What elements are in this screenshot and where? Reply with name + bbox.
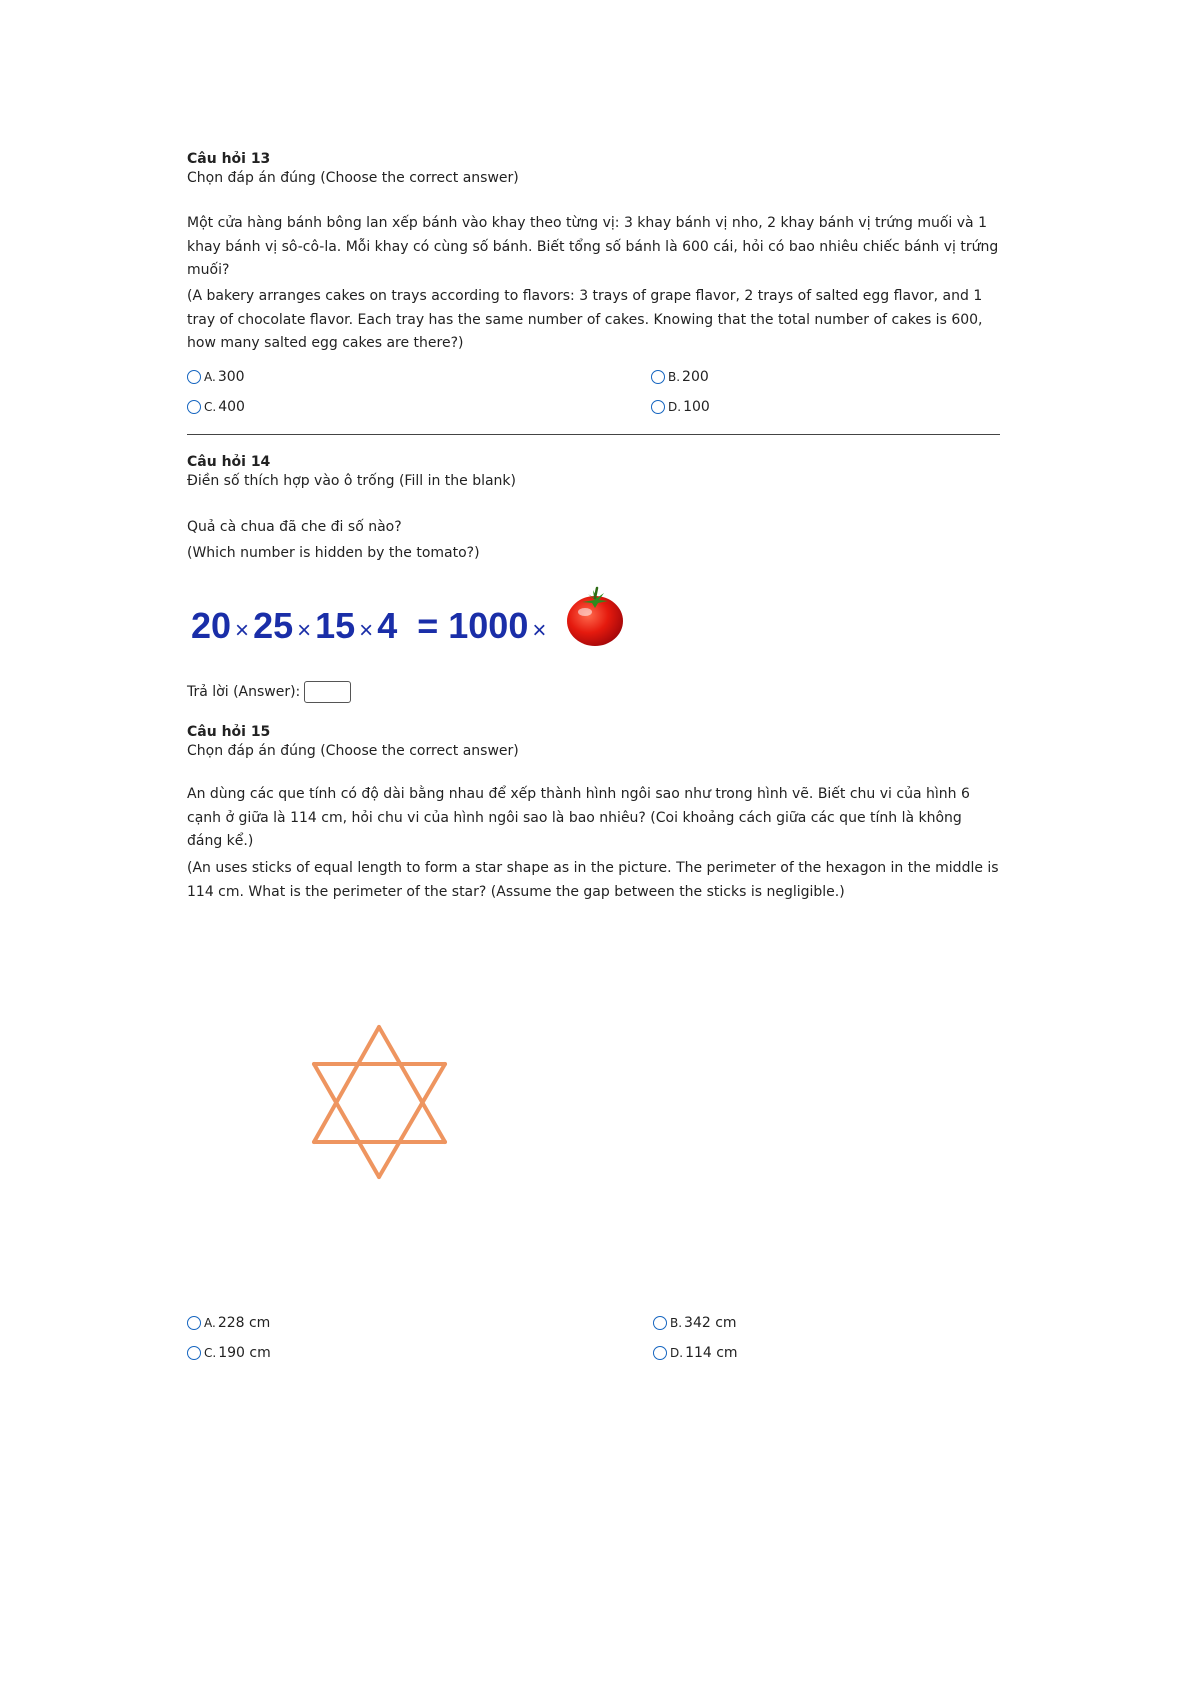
question-14-text-vi: Quả cà chua đã che đi số nào? [187,519,402,535]
radio-button[interactable] [651,400,665,414]
equation-number: 25 [253,605,294,646]
option-value: 300 [217,369,245,385]
option-letter: D. [668,400,682,414]
question-13 [187,151,1000,186]
answer-row [187,681,351,703]
option-c[interactable] [187,1345,271,1361]
option-letter: A. [204,370,216,384]
radio-button[interactable] [651,370,665,384]
option-value: 228 cm [217,1315,271,1331]
answer-input[interactable] [304,681,351,703]
option-b[interactable] [653,1315,737,1331]
question-14-text-en: (Which number is hidden by the tomato?) [187,545,480,561]
option-value: 114 cm [685,1345,738,1361]
radio-button[interactable] [653,1346,667,1360]
equation-number: 15 [315,605,356,646]
option-a[interactable] [187,1315,270,1331]
option-letter: B. [670,1316,683,1330]
option-letter: C. [204,1346,217,1360]
radio-button[interactable] [187,400,201,414]
question-instruction: Chọn đáp án đúng (Choose the correct answer) [187,743,519,759]
radio-button[interactable] [187,1346,201,1360]
option-letter: B. [668,370,681,384]
question-instruction: Điền số thích hợp vào ô trống (Fill in the blank) [187,473,516,489]
equals-sign: = [417,605,439,646]
option-value: 400 [218,399,245,415]
option-a[interactable] [187,369,245,385]
question-15-text-vi: An dùng các que tính có độ dài bằng nhau để xếp thành hình ngôi sao như trong hình vẽ. Biết chu vi của hình 6 cạnh ở giữa là 114 cm, hỏi chu vi của hình ngôi sao là bao nhiêu? (Coi khoảng cách giữa các que tính là không đáng kể.) [187,786,970,849]
option-d[interactable] [653,1345,738,1361]
star-of-sticks-figure [310,1020,450,1180]
times-sign: × [359,617,374,644]
radio-button[interactable] [653,1316,667,1330]
option-value: 342 cm [684,1315,737,1331]
question-title: Câu hỏi 13 [187,151,271,167]
times-sign: × [532,617,547,644]
tomato-icon [564,586,626,648]
times-sign: × [297,617,312,644]
option-letter: D. [670,1346,684,1360]
question-14 [187,454,1000,489]
option-c[interactable] [187,399,245,415]
equation-number: 4 [377,605,398,646]
option-value: 200 [682,369,709,385]
option-d[interactable] [651,399,710,415]
radio-button[interactable] [187,1316,201,1330]
divider [187,434,1000,435]
equation-result: 1000 [448,605,529,646]
question-15 [187,724,1000,759]
question-13-text-en: (A bakery arranges cakes on trays according to flavors: 3 trays of grape flavor, 2 trays of salted egg flavor, and 1 tray of chocolate flavor. Each tray has the same number of cakes. Knowing that the total number of cakes is 600, how many salted egg cakes are there?) [187,288,983,351]
question-13-text-vi: Một cửa hàng bánh bông lan xếp bánh vào khay theo từng vị: 3 khay bánh vị nho, 2 khay bánh vị trứng muối và 1 khay bánh vị sô-cô-la. Mỗi khay có cùng số bánh. Biết tổng số bánh là 600 cái, hỏi có bao nhiêu chiếc bánh vị trứng muối? [187,215,999,278]
answer-label: Trả lời (Answer): [187,684,301,700]
equation-number: 20 [191,605,232,646]
radio-button[interactable] [187,370,201,384]
option-b[interactable] [651,369,709,385]
equation [191,605,550,647]
question-title: Câu hỏi 14 [187,454,271,470]
question-title: Câu hỏi 15 [187,724,271,740]
option-letter: A. [204,1316,216,1330]
option-letter: C. [204,400,217,414]
question-instruction: Chọn đáp án đúng (Choose the correct answer) [187,170,519,186]
times-sign: × [235,617,250,644]
question-15-text-en: (An uses sticks of equal length to form a star shape as in the picture. The perimeter of the hexagon in the middle is 114 cm. What is the perimeter of the star? (Assume the gap between the sticks is negligible.) [187,860,999,900]
option-value: 100 [683,399,710,415]
option-value: 190 cm [218,1345,271,1361]
